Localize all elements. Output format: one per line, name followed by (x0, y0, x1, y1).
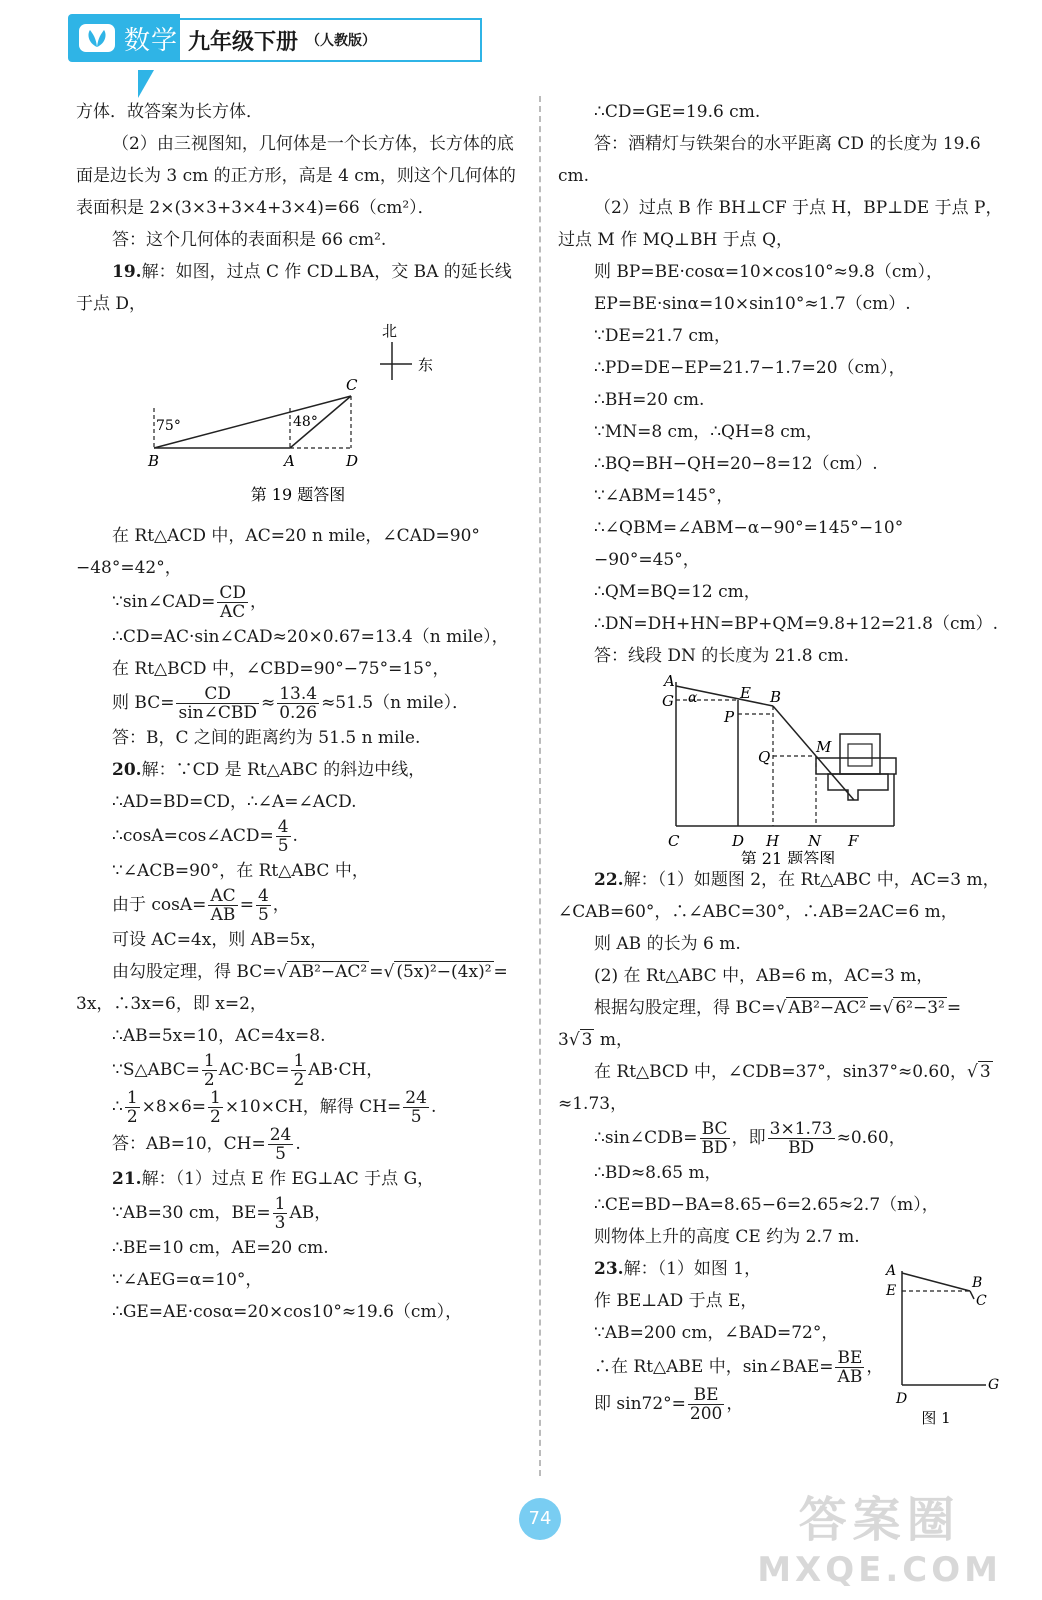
page-number: 74 (519, 1498, 561, 1540)
question-19: 19.解：如图，过点 C 作 CD⊥BA，交 BA 的延长线于点 D， (76, 262, 512, 314)
point-g-label: G (988, 1377, 1000, 1393)
point-c-label: C (346, 376, 358, 394)
formula-line: ∴GE=AE·cosα=20×cos10°≈19.6（cm）， (112, 1302, 463, 1322)
formula-line: 根据勾股定理，得 BC=√ AB²−AC² =√ 6²−3² = (594, 998, 962, 1018)
point-f-label: F (848, 832, 859, 850)
figure-21-diagram (558, 672, 1006, 864)
figure-1-caption: 图 1 (921, 1409, 951, 1427)
formula-line: ∴CD=GE=19.6 cm. (594, 102, 761, 122)
point-b-label: B (972, 1275, 983, 1291)
formula-line: ∵DE=21.7 cm， (594, 326, 731, 346)
formula-line: 3x，∴3x=6，即 x=2， (76, 994, 267, 1014)
answer-line: 答：B，C 之间的距离约为 51.5 n mile. (112, 728, 421, 748)
formula-line: ∴AB=5x=10，AC=4x=8. (112, 1026, 326, 1046)
formula-line: ∵∠ABM=145°， (594, 486, 734, 506)
formula-line: 则 BC= $\frac{CD}{\text{sin∠CBD}}$ ≈ $\frac{13.4}{0.26}$ ≈51.5（n mile）． (112, 684, 470, 723)
formula-line: 3√ 3 m， (558, 1030, 634, 1050)
formula-line: ∴CE=BD−BA=8.65−6=2.65≈2.7（m）， (594, 1195, 939, 1215)
point-b-label: B (770, 688, 782, 706)
point-d-label: D (732, 832, 745, 850)
leaf-logo-icon (78, 23, 116, 53)
formula-line: 作 BE⊥AD 于点 E， (594, 1291, 758, 1311)
page-header (68, 14, 408, 66)
burner-window (848, 744, 872, 766)
point-e-label: E (886, 1283, 897, 1299)
subject-badge (68, 14, 180, 62)
formula-line: ≈1.73， (558, 1094, 628, 1114)
formula-line: ∴BD≈8.65 m， (594, 1163, 722, 1183)
formula-line: ∴BE=10 cm，AE=20 cm. (112, 1238, 329, 1258)
lamp-base (828, 774, 888, 800)
point-d-label: D (896, 1391, 908, 1407)
question-20: 20.解：∵CD 是 Rt△ABC 的斜边中线， (112, 760, 426, 780)
formula-line: ∴∠QBM=∠ABM−α−90°=145°−10°−90°=45°， (594, 518, 904, 570)
formula-line: ∵MN=8 cm，∴QH=8 cm， (594, 422, 823, 442)
formula-line: ∵AB=200 cm，∠BAD=72°， (594, 1323, 839, 1343)
east-label: 东 (418, 356, 434, 374)
formula-line: 在 Rt△BCD 中，∠CDB=37°，sin37°≈0.60，√ 3 (594, 1062, 991, 1082)
angle-alpha-label: α (688, 690, 698, 706)
formula-line: 由勾股定理，得 BC=√ AB²−AC² =√ (5x)²−(4x)² = (112, 962, 508, 982)
formula-line: 在 Rt△BCD 中，∠CBD=90°−75°=15°， (112, 659, 450, 679)
formula-line: ∵S△ABC= $\frac{1}{2}$ AC·BC= $\frac{1}{2}$ AB·CH， (112, 1051, 384, 1090)
figure-19-caption: 第 19 题答图 (250, 485, 346, 504)
edition-label: （人教版） (306, 33, 377, 49)
formula-line: (2) 在 Rt△ABC 中，AB=6 m，AC=3 m， (594, 966, 934, 986)
answer-line: 答：AB=10，CH= $\frac{24}{5}$ . (112, 1125, 301, 1164)
point-m-label: M (816, 738, 832, 756)
burner-body (840, 734, 880, 774)
angle-75-label: 75° (156, 418, 181, 434)
formula-line: 则 AB 的长为 6 m. (594, 934, 741, 954)
question-21: 21.解：（1）过点 E 作 EG⊥AC 于点 G， (112, 1169, 435, 1189)
formula-line: ∴BH=20 cm. (594, 390, 705, 410)
formula-line: ∴PD=DE−EP=21.7−1.7=20（cm）， (594, 358, 906, 378)
point-p-label: P (724, 708, 735, 726)
segment-bc (970, 1291, 974, 1299)
formula-line: ∴AD=BD=CD，∴∠A=∠ACD. (112, 792, 357, 812)
question-23: 23.解：（1）如图 1， (594, 1259, 762, 1279)
watermark (757, 1481, 1002, 1590)
formula-line: ∴CD=AC·sin∠CAD≈20×0.67=13.4（n mile）， (112, 627, 509, 647)
figure-23-diagram (876, 1253, 1006, 1433)
point-h-label: H (766, 832, 780, 850)
subject-label: 数学 (124, 25, 179, 56)
paragraph: （2）过点 B 作 BH⊥CF 于点 H，BP⊥DE 于点 P，过点 M 作 MQ⊥BH 于点 Q， (558, 198, 1003, 250)
formula-line: ∴cosA=cos∠ACD= $\frac{4}{5}$ . (112, 817, 298, 856)
answer-line: 答：这个几何体的表面积是 66 cm². (112, 230, 387, 250)
formula-line: ∴ $\frac{1}{2}$ ×8×6= $\frac{1}{2}$ ×10×CH，解得 CH= $\frac{24}{5}$ . (112, 1088, 437, 1127)
formula-line: ∵∠ACB=90°，在 Rt△ABC 中， (112, 861, 369, 881)
figure-19 (76, 320, 520, 520)
formula-line: ∴BQ=BH−QH=20−8=12（cm）. (594, 454, 878, 474)
formula-line: 可设 AC=4x，则 AB=5x， (112, 930, 328, 950)
figure-19-diagram (76, 320, 520, 520)
formula-line: ∵∠AEG=α=10°， (112, 1270, 263, 1290)
figure-21 (558, 672, 1006, 864)
column-divider (539, 96, 541, 1476)
formula-line: 由于 cosA= $\frac{AC}{AB}$ = $\frac{4}{5}$ ， (112, 886, 290, 925)
formula-line: ∵AB=30 cm，BE= $\frac{1}{3}$ AB， (112, 1194, 332, 1233)
point-a-label: A (284, 452, 295, 470)
formula-line: EP=BE·sinα=10×sin10°≈1.7（cm）. (594, 294, 911, 314)
paragraph: （2）由三视图知，几何体是一个长方体，长方体的底面是边长为 3 cm 的正方形，高是 4 cm，则这个几何体的表面积是 2×(3×3+3×4+3×4)=66（cm²）． (76, 134, 516, 218)
angle-48-label: 48° (293, 414, 318, 430)
segment-bm (773, 706, 816, 756)
point-g-label: G (662, 692, 674, 710)
point-e-label: E (740, 684, 751, 702)
formula-line: ∵sin∠CAD= $\frac{CD}{AC}$ ， (112, 583, 267, 622)
watermark-title: 答案圈 (798, 1492, 961, 1548)
text-line: 方体．故答案为长方体． (76, 102, 263, 122)
formula-line: ∴在 Rt△ABE 中，sin∠BAE= $\frac{BE}{AB}$ ， (594, 1348, 884, 1387)
question-22: 22.解：（1）如题图 2，在 Rt△ABC 中，AC=3 m，∠CAB=60°，∴∠ABC=30°，∴AB=2AC=6 m， (558, 870, 1000, 922)
formula-line: 则 BP=BE·cosα=10×cos10°≈9.8（cm）， (594, 262, 943, 282)
answer-line: 则物体上升的高度 CE 约为 2.7 m. (594, 1227, 860, 1247)
watermark-url: MXQE.COM (757, 1550, 1002, 1590)
formula-line: ∴sin∠CDB= $\frac{BC}{BD}$ ，即 $\frac{3\times 1.73}{BD}$ ≈0.60， (594, 1119, 906, 1158)
point-c-label: C (668, 832, 680, 850)
right-column (558, 96, 1006, 1427)
north-label: 北 (382, 322, 398, 340)
segment-ab (902, 1273, 970, 1291)
header-tail-decoration (138, 70, 154, 98)
grade-label: 九年级下册 (188, 29, 299, 55)
point-a-label: A (886, 1263, 897, 1279)
point-c-label: C (976, 1293, 987, 1309)
point-a-label: A (664, 672, 675, 690)
answer-line: 答：线段 DN 的长度为 21.8 cm. (594, 646, 850, 666)
point-d-label: D (346, 452, 359, 470)
text-line: 在 Rt△ACD 中，AC=20 n mile，∠CAD=90°−48°=42°， (76, 526, 480, 578)
formula-line: 即 sin72°= $\frac{BE}{200}$ ， (594, 1385, 744, 1424)
point-b-label: B (148, 452, 160, 470)
grade-banner (180, 18, 482, 62)
figure-21-caption: 第 21 题答图 (740, 849, 836, 864)
left-column (76, 96, 520, 1328)
point-q-label: Q (758, 748, 771, 766)
formula-line: ∴QM=BQ=12 cm， (594, 582, 761, 602)
point-n-label: N (808, 832, 822, 850)
answer-line: 答：酒精灯与铁架台的水平距离 CD 的长度为 19.6 cm. (558, 134, 981, 186)
formula-line: ∴DN=DH+HN=BP+QM=9.8+12=21.8（cm）. (594, 614, 999, 634)
question-23-block (558, 1253, 1006, 1427)
